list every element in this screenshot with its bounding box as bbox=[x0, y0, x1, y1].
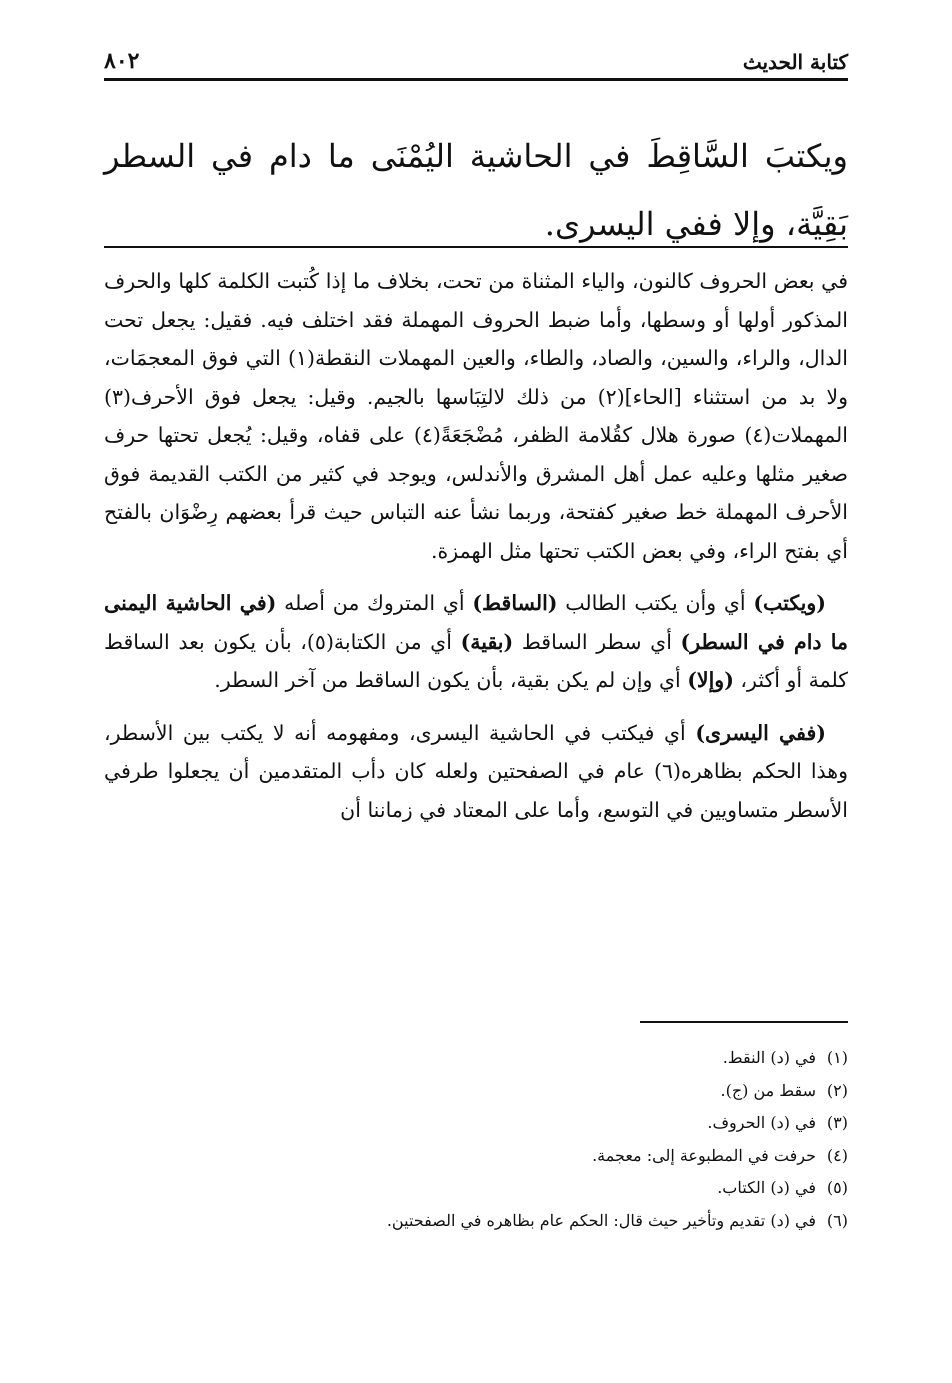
commentary-text: أي سطر الساقط bbox=[513, 629, 681, 654]
footnote-text: سقط من (ج). bbox=[720, 1080, 816, 1100]
footnote-text: في (د) تقديم وتأخير حيث قال: الحكم عام بظاهره في الصفحتين. bbox=[386, 1210, 816, 1230]
commentary-text: أي وإن لم يكن بقية، بأن يكون الساقط من آخر السطر. bbox=[214, 668, 688, 692]
commentary-text: أي فيكتب في الحاشية اليسرى، ومفهومه أنه لا يكتب بين الأسطر، وهذا الحكم بظاهره(٦) عام في الصفحتين ولعله كان دأب المتقدمين أن يجعلوا طرفي الأسطر متساويين في التوسع، وأما على المعتاد في زماننا أن bbox=[104, 720, 848, 822]
quoted-term: (بقية) bbox=[460, 629, 514, 654]
quoted-term: (ففي اليسرى) bbox=[695, 720, 826, 745]
footnote bbox=[104, 1172, 848, 1205]
footnote bbox=[104, 1140, 848, 1173]
footnote bbox=[104, 1205, 848, 1238]
commentary-paragraph-3 bbox=[104, 714, 848, 830]
page-header bbox=[104, 40, 848, 81]
commentary-paragraph-1: في بعض الحروف كالنون، والياء المثناة من تحت، بخلاف ما إذا كُتبت الكلمة كلها والحرف المذكور أولها أو وسطها، وأما ضبط الحروف المهملة فقد اختلف فيه. فقيل: يجعل تحت الدال، والراء، والسين، والصاد، والطاء، والعين المهملات النقطة(١) التي فوق المعجمَات، ولا بد من استثناء [الحاء](٢) من ذلك لالتِبَاسها بالجيم. وقيل: يجعل فوق الأحرف(٣) المهملات(٤) صورة هلال كقُلامة الظفر، مُضْجَعَةً(٤) على قفاه، وقيل: يُجعل تحتها حرف صغير مثلها وعليه عمل أهل المشرق والأندلس، ويوجد في كثير من الكتب القديمة فوق الأحرف المهملة خط صغير كفتحة، وربما نشأ عنه التباس حيث قرأ بعضهم رِضْوَان بالفتح أي بفتح الراء، وفي بعض الكتب تحتها مثل الهمزة. bbox=[104, 269, 849, 563]
commentary-text: أي وأن يكتب الطالب bbox=[557, 591, 754, 615]
footnote-text: حرفت في المطبوعة إلى: معجمة. bbox=[592, 1145, 816, 1165]
matn-text: ويكتبَ السَّاقِطَ في الحاشية اليُمْنَى ما دام في السطر بَقِيَّة، وإلا ففي اليسرى. bbox=[104, 137, 848, 243]
commentary-text: أي المتروك من أصله bbox=[276, 591, 473, 615]
commentary bbox=[104, 262, 848, 843]
quoted-term: (ويكتب) bbox=[753, 591, 826, 615]
footnote-number: (٦) bbox=[826, 1210, 848, 1230]
footnote-number: (١) bbox=[826, 1048, 848, 1067]
quoted-term: (الساقط) bbox=[472, 591, 558, 615]
footnote-number: (٤) bbox=[826, 1145, 848, 1165]
footnote-number: (٣) bbox=[826, 1113, 848, 1132]
quoted-term: (وإلا) bbox=[687, 668, 734, 692]
commentary-paragraph-2 bbox=[104, 584, 848, 700]
footnote bbox=[104, 1107, 848, 1140]
footnotes-list bbox=[104, 1042, 848, 1237]
page-number: ٨٠٢ bbox=[104, 48, 140, 74]
footnote bbox=[104, 1042, 848, 1075]
footnote-number: (٢) bbox=[826, 1080, 848, 1100]
matn-divider bbox=[104, 246, 848, 248]
footnote-text: في (د) الكتاب. bbox=[717, 1178, 816, 1197]
footnote-divider bbox=[640, 1021, 848, 1023]
footnote-text: في (د) الحروف. bbox=[707, 1113, 816, 1132]
running-title: كتابة الحديث bbox=[742, 50, 848, 74]
footnote-text: في (د) النقط. bbox=[722, 1048, 816, 1067]
footnote bbox=[104, 1075, 848, 1108]
commentary-text: أي من الكتابة(٥)، بأن يكون بعد الساقط كلمة أو أكثر، bbox=[104, 629, 848, 692]
footnote-number: (٥) bbox=[826, 1178, 848, 1197]
quoted-term: (في الحاشية اليمنى ما دام في السطر) bbox=[104, 591, 848, 654]
